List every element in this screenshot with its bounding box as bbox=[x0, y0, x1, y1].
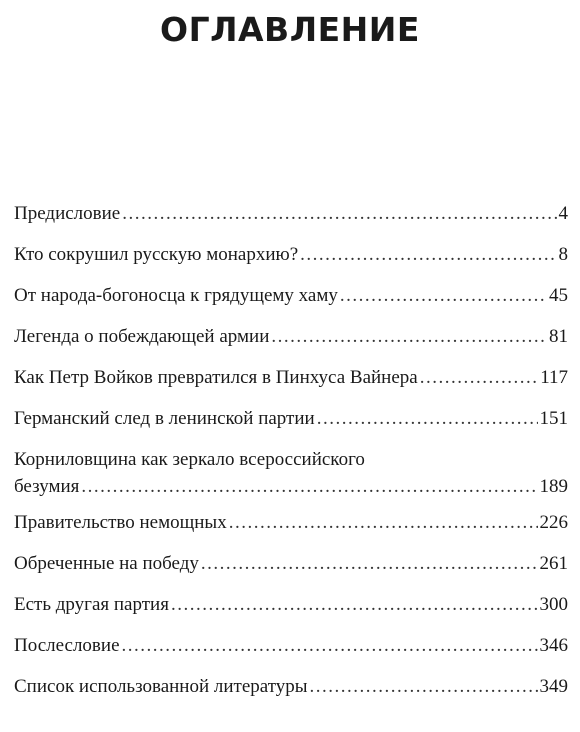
toc-leader-dots bbox=[310, 673, 538, 700]
page-title: ОГЛАВЛЕНИЕ bbox=[160, 10, 420, 49]
toc-leader-dots bbox=[201, 550, 538, 577]
toc-leader-dots bbox=[122, 632, 538, 659]
toc-page-number: 45 bbox=[549, 285, 568, 306]
toc-page-number: 346 bbox=[539, 635, 568, 656]
toc-page-number: 349 bbox=[539, 676, 568, 697]
table-of-contents bbox=[14, 200, 568, 714]
toc-entry-title: Предисловие bbox=[14, 203, 121, 224]
toc-leader-dots bbox=[81, 473, 537, 500]
toc-leader-dots bbox=[122, 200, 556, 227]
toc-entry-title: Есть другая партия bbox=[14, 594, 169, 615]
toc-leader-dots bbox=[229, 509, 538, 536]
toc-leader-dots bbox=[171, 591, 538, 618]
toc-page-number: 261 bbox=[539, 553, 568, 574]
toc-page-number: 8 bbox=[558, 244, 568, 265]
toc-leader-dots bbox=[340, 282, 547, 309]
toc-leader-dots bbox=[300, 241, 556, 268]
toc-entry bbox=[14, 241, 568, 282]
toc-page-number: 226 bbox=[539, 512, 568, 533]
toc-entry-title: Правительство немощных bbox=[14, 512, 227, 533]
toc-entry bbox=[14, 591, 568, 632]
toc-entry bbox=[14, 446, 568, 509]
toc-entry bbox=[14, 673, 568, 714]
toc-leader-dots bbox=[271, 323, 547, 350]
toc-entry-title: безумия bbox=[14, 476, 80, 497]
toc-page-number: 189 bbox=[539, 476, 568, 497]
toc-leader-dots bbox=[317, 405, 538, 432]
toc-entry-title: Германский след в ленинской партии bbox=[14, 408, 315, 429]
toc-entry bbox=[14, 282, 568, 323]
toc-page-number: 81 bbox=[549, 326, 568, 347]
toc-entry-title: Послесловие bbox=[14, 635, 120, 656]
toc-entry-title-line: Корниловщина как зеркало всероссийского bbox=[14, 449, 365, 470]
toc-entry-title: Легенда о побеждающей армии bbox=[14, 326, 270, 347]
toc-entry-title: Обреченные на победу bbox=[14, 553, 199, 574]
toc-entry bbox=[14, 323, 568, 364]
toc-page-number: 151 bbox=[539, 408, 568, 429]
toc-page-number: 117 bbox=[540, 367, 568, 388]
toc-entry bbox=[14, 200, 568, 241]
toc-entry bbox=[14, 364, 568, 405]
toc-entry bbox=[14, 550, 568, 591]
toc-entry bbox=[14, 405, 568, 446]
toc-page-number: 300 bbox=[539, 594, 568, 615]
toc-entry bbox=[14, 509, 568, 550]
toc-page-number: 4 bbox=[558, 203, 568, 224]
toc-entry bbox=[14, 632, 568, 673]
toc-entry-title: Список использованной литературы bbox=[14, 676, 308, 697]
toc-entry-title: Кто сокрушил русскую монархию? bbox=[14, 244, 299, 265]
toc-entry-title: От народа-богоносца к грядущему хаму bbox=[14, 285, 338, 306]
toc-entry-title: Как Петр Войков превратился в Пинхуса Вайнера bbox=[14, 367, 418, 388]
toc-leader-dots bbox=[420, 364, 538, 391]
